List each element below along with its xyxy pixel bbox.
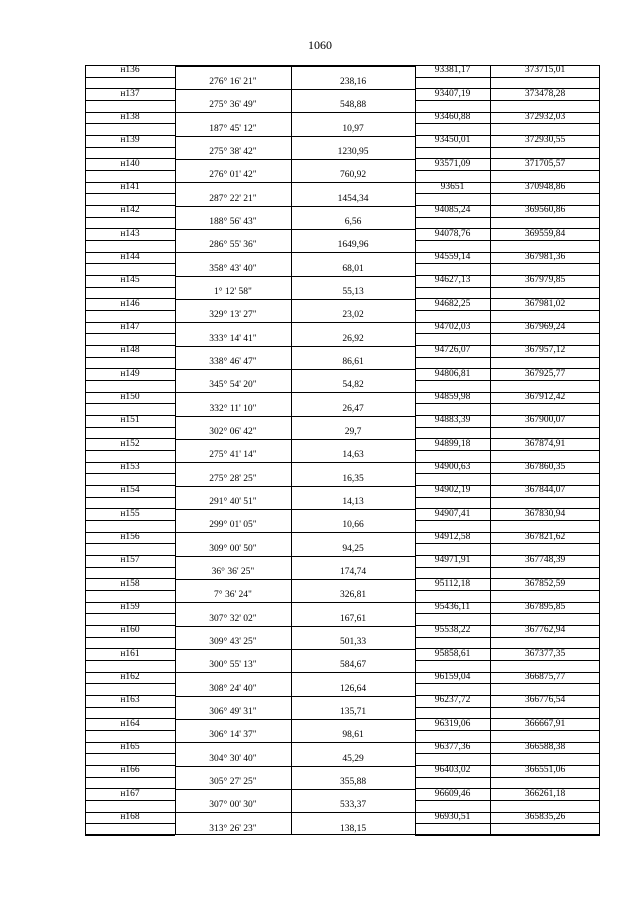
table-row-border [85,777,175,778]
coordinate-x: 96319,06 [434,718,471,729]
point-label: н150 [120,392,140,402]
coordinate-x: 95858,61 [434,648,471,659]
table-row-border [175,252,415,253]
table-row-border [415,777,600,778]
bearing-angle: 276° 16' 21" [209,77,257,87]
table-row-border [415,707,600,708]
coordinate-x: 96609,46 [434,788,471,799]
bearing-angle: 187° 45' 12" [209,123,257,134]
table-row-border [85,333,175,334]
bearing-angle: 7° 36' 24" [214,590,252,601]
coordinate-x: 93571,09 [434,158,471,169]
coordinate-y: 365835,26 [524,812,566,822]
coordinate-y: 366875,77 [524,672,566,682]
table-row-border [415,613,600,614]
table-row-border [175,812,415,813]
coordinate-y: 367377,35 [524,648,566,659]
table-row-border [85,835,175,836]
point-label: н153 [120,462,140,472]
page-number: 1060 [308,38,332,52]
table-row-border [415,380,600,381]
point-label: н162 [120,672,140,682]
table-row-border [85,800,175,801]
table-row-border [85,450,175,451]
coordinate-x: 94883,39 [434,415,471,426]
coordinate-x: 96377,36 [434,742,471,752]
segment-length: 1454,34 [337,193,369,204]
table-row-border [175,486,415,487]
table-row-border [175,696,415,697]
table-row-border [415,590,600,591]
table-row-border [175,322,415,323]
table-row-border [175,439,415,440]
table-row-border [85,123,175,124]
table-row-border [175,89,415,90]
coordinate-y: 367821,62 [524,532,566,542]
table-row-border [415,567,600,568]
table-row-border [415,240,600,241]
segment-length: 548,88 [339,100,367,111]
table-row-border [85,497,175,498]
coordinate-x: 94907,41 [434,508,471,519]
point-label: н144 [120,252,140,262]
bearing-angle: 275° 41' 14" [209,450,257,461]
bearing-angle: 313° 26' 23" [209,823,257,834]
table-row-border [85,77,175,78]
bearing-angle: 287° 22' 21" [209,193,257,204]
bearing-angle: 304° 30' 40" [209,753,257,764]
coordinate-x: 96930,51 [434,812,471,822]
segment-length: 55,13 [342,287,364,297]
bearing-angle: 307° 00' 30" [209,800,257,811]
table-row-border [85,357,175,358]
segment-length: 23,02 [342,310,364,321]
bearing-angle: 345° 54' 20" [209,380,257,391]
point-label: н166 [120,765,140,776]
table-row-border [175,159,415,160]
bearing-angle: 299° 01' 05" [209,520,257,531]
table-row-border [415,427,600,428]
table-row-border [85,170,175,171]
segment-length: 174,74 [339,567,367,577]
point-label: н151 [120,415,140,426]
coordinate-y: 366588,38 [524,742,566,752]
bearing-angle: 329° 13' 27" [209,310,257,321]
segment-length: 16,35 [342,473,364,484]
table-row-border [85,427,175,428]
coordinates-table [85,65,600,835]
table-row-border [415,683,600,684]
segment-length: 126,64 [339,683,367,694]
table-row-border [415,823,600,824]
table-row-border [415,800,600,801]
coordinate-x: 94726,07 [434,345,471,356]
table-row-border [175,66,415,67]
coordinate-y: 373715,01 [524,65,566,76]
bearing-angle: 309° 00' 50" [209,543,257,554]
table-row-border [175,462,415,463]
table-row-border [85,100,175,101]
table-row-border [85,473,175,474]
table-row-border [415,147,600,148]
coordinate-y: 367957,12 [524,345,566,356]
table-row-border [85,637,175,638]
table-row-border [175,672,415,673]
point-label: н148 [120,345,140,356]
point-label: н140 [120,158,140,169]
coordinate-y: 367900,07 [524,415,566,426]
bearing-angle: 286° 55' 36" [209,240,257,251]
table-row-border [175,509,415,510]
bearing-angle: 300° 55' 13" [209,660,257,671]
segment-length: 1649,96 [337,240,369,251]
table-row-border [415,473,600,474]
segment-length: 94,25 [342,543,364,554]
coordinate-y: 369559,84 [524,228,566,239]
coordinate-y: 367844,07 [524,485,566,496]
table-row-border [85,660,175,661]
point-label: н152 [120,438,140,449]
table-row-border [415,123,600,124]
point-label: н141 [120,182,140,192]
bearing-angle: 275° 28' 25" [209,473,257,484]
coordinate-x: 94682,25 [434,298,471,309]
bearing-angle: 188° 56' 43" [209,217,257,227]
coordinate-y: 371705,57 [524,158,566,169]
table-row-border [175,649,415,650]
coordinate-y: 367981,36 [524,252,566,262]
segment-length: 238,16 [339,77,367,87]
table-row-border [85,240,175,241]
segment-length: 54,82 [342,380,364,391]
point-label: н147 [120,322,140,332]
table-row-border [175,742,415,743]
bearing-angle: 291° 40' 51" [209,497,257,507]
coordinate-x: 94900,63 [434,462,471,472]
bearing-angle: 332° 11' 10" [209,403,257,414]
coordinate-x: 94702,03 [434,322,471,332]
segment-length: 29,7 [344,427,362,437]
bearing-angle: 307° 32' 02" [209,613,257,624]
table-row-border [175,276,415,277]
point-label: н138 [120,112,140,122]
bearing-angle: 275° 38' 42" [209,147,257,157]
coordinate-x: 96403,02 [434,765,471,776]
segment-length: 98,61 [342,730,364,741]
table-row-border [175,602,415,603]
table-row-border [85,380,175,381]
table-row-border [85,753,175,754]
coordinate-x: 93460,88 [434,112,471,122]
point-label: н167 [120,788,140,799]
coordinate-x: 93381,17 [434,65,471,76]
table-row-border [85,147,175,148]
point-label: н160 [120,625,140,636]
point-label: н137 [120,88,140,99]
table-row-border [85,403,175,404]
segment-length: 584,67 [339,660,367,671]
coordinate-y: 372932,03 [524,112,566,122]
table-row-border [175,206,415,207]
coordinate-x: 96159,04 [434,672,471,682]
table-row-border [415,520,600,521]
point-label: н143 [120,228,140,239]
segment-length: 760,92 [339,170,367,181]
table-row-border [175,136,415,137]
coordinate-x: 94912,58 [434,532,471,542]
segment-length: 533,37 [339,800,367,811]
coordinate-x: 94806,81 [434,368,471,379]
point-label: н168 [120,812,140,822]
table-row-border [85,730,175,731]
table-row-border [85,193,175,194]
table-row-border [85,263,175,264]
coordinate-y: 372930,55 [524,135,566,146]
table-row-border [415,287,600,288]
coordinate-x: 94899,18 [434,438,471,449]
point-label: н164 [120,718,140,729]
table-row-border [175,299,415,300]
segment-length: 138,15 [339,823,367,834]
bearing-angle: 333° 14' 41" [209,333,257,344]
point-label: н159 [120,602,140,612]
point-label: н146 [120,298,140,309]
table-row-border [85,567,175,568]
table-row-border [85,683,175,684]
segment-length: 6,56 [344,217,362,227]
bearing-angle: 308° 24' 40" [209,683,257,694]
coordinate-y: 369560,86 [524,205,566,216]
coordinate-y: 367852,59 [524,578,566,589]
coordinate-y: 367912,42 [524,392,566,402]
bearing-angle: 1° 12' 58" [214,287,252,297]
coordinate-y: 367830,94 [524,508,566,519]
coordinate-y: 367981,02 [524,298,566,309]
table-row-border [415,450,600,451]
bearing-angle: 306° 49' 31" [209,707,257,717]
table-row-border [415,543,600,544]
point-label: н154 [120,485,140,496]
coordinate-x: 94078,76 [434,228,471,239]
segment-length: 1230,95 [337,147,369,157]
segment-length: 355,88 [339,777,367,787]
table-row-border [415,310,600,311]
table-row-border [415,753,600,754]
bearing-angle: 358° 43' 40" [209,263,257,274]
coordinate-y: 367748,39 [524,555,566,566]
point-label: н142 [120,205,140,216]
table-row-border [85,310,175,311]
table-row-border [85,520,175,521]
table-row-border [85,543,175,544]
coordinate-x: 95112,18 [434,578,471,589]
table-row-border [415,170,600,171]
point-label: н157 [120,555,140,566]
table-row-border [415,497,600,498]
table-row-border [415,357,600,358]
point-label: н165 [120,742,140,752]
segment-length: 26,47 [342,403,364,414]
coordinate-y: 366667,91 [524,718,566,729]
table-row-border [175,532,415,533]
table-row-border [415,637,600,638]
coordinate-y: 366551,06 [524,765,566,776]
bearing-angle: 309° 43' 25" [209,637,257,647]
bearing-angle: 36° 36' 25" [211,567,255,577]
point-label: н158 [120,578,140,589]
table-row-border [85,823,175,824]
bearing-angle: 302° 06' 42" [209,427,257,437]
bearing-angle: 306° 14' 37" [209,730,257,741]
coordinate-y: 367895,85 [524,602,566,612]
table-row-border [175,112,415,113]
bearing-angle: 305° 27' 25" [209,777,257,787]
table-row-border [415,263,600,264]
segment-length: 45,29 [342,753,364,764]
table-row-border [85,217,175,218]
coordinate-x: 93407,19 [434,88,471,99]
coordinate-x: 94859,98 [434,392,471,402]
coordinate-y: 367860,35 [524,462,566,472]
point-label: н136 [120,65,140,76]
bearing-angle: 275° 36' 49" [209,100,257,111]
coordinate-x: 94971,91 [434,555,471,566]
table-row-border [175,229,415,230]
point-label: н156 [120,532,140,542]
point-label: н149 [120,368,140,379]
point-label: н139 [120,135,140,146]
table-row-border [85,287,175,288]
segment-length: 135,71 [339,707,367,717]
table-row-border [175,416,415,417]
table-row-border [415,333,600,334]
coordinate-x: 93651 [440,182,465,192]
table-row-border [175,626,415,627]
coordinate-x: 94085,24 [434,205,471,216]
table-row-border [415,403,600,404]
table-row-border [85,590,175,591]
coordinate-y: 367762,94 [524,625,566,636]
coordinate-y: 367969,24 [524,322,566,332]
segment-length: 501,33 [339,637,367,647]
coordinate-x: 94559,14 [434,252,471,262]
segment-length: 326,81 [339,590,367,601]
bearing-angle: 276° 01' 42" [209,170,257,181]
table-row-border [175,182,415,183]
table-row-border [415,77,600,78]
table-row-border [415,835,600,836]
table-row-border [415,100,600,101]
table-row-border [175,579,415,580]
table-row-border [175,346,415,347]
coordinate-y: 366776,54 [524,695,566,706]
segment-length: 14,63 [342,450,364,461]
point-label: н145 [120,275,140,286]
point-label: н161 [120,648,140,659]
table-row-border [175,392,415,393]
coordinate-x: 95538,22 [434,625,471,636]
coordinate-y: 367979,85 [524,275,566,286]
table-row-border [175,369,415,370]
table-row-border [415,730,600,731]
coordinate-y: 370948,86 [524,182,566,192]
segment-length: 86,61 [342,357,364,367]
segment-length: 10,66 [342,520,364,531]
coordinate-x: 94902,19 [434,485,471,496]
coordinate-y: 366261,18 [524,788,566,799]
table-row-border [415,660,600,661]
table-row-border [175,789,415,790]
table-row-border [415,193,600,194]
segment-length: 167,61 [339,613,367,624]
table-row-border [85,834,600,835]
coordinate-x: 94627,13 [434,275,471,286]
table-row-border [85,613,175,614]
table-row-border [175,766,415,767]
segment-length: 10,97 [342,123,364,134]
coordinate-x: 93450,01 [434,135,471,146]
bearing-angle: 338° 46' 47" [209,357,257,367]
coordinate-x: 95436,11 [434,602,471,612]
segment-length: 26,92 [342,333,364,344]
coordinate-y: 367925,77 [524,368,566,379]
table-row-border [415,217,600,218]
coordinate-x: 96237,72 [434,695,471,706]
coordinate-y: 367874,91 [524,438,566,449]
point-label: н155 [120,508,140,519]
segment-length: 14,13 [342,497,364,507]
segment-length: 68,01 [342,263,364,274]
point-label: н163 [120,695,140,706]
coordinate-y: 373478,28 [524,88,566,99]
table-row-border [175,556,415,557]
table-row-border [85,707,175,708]
table-row-border [175,719,415,720]
